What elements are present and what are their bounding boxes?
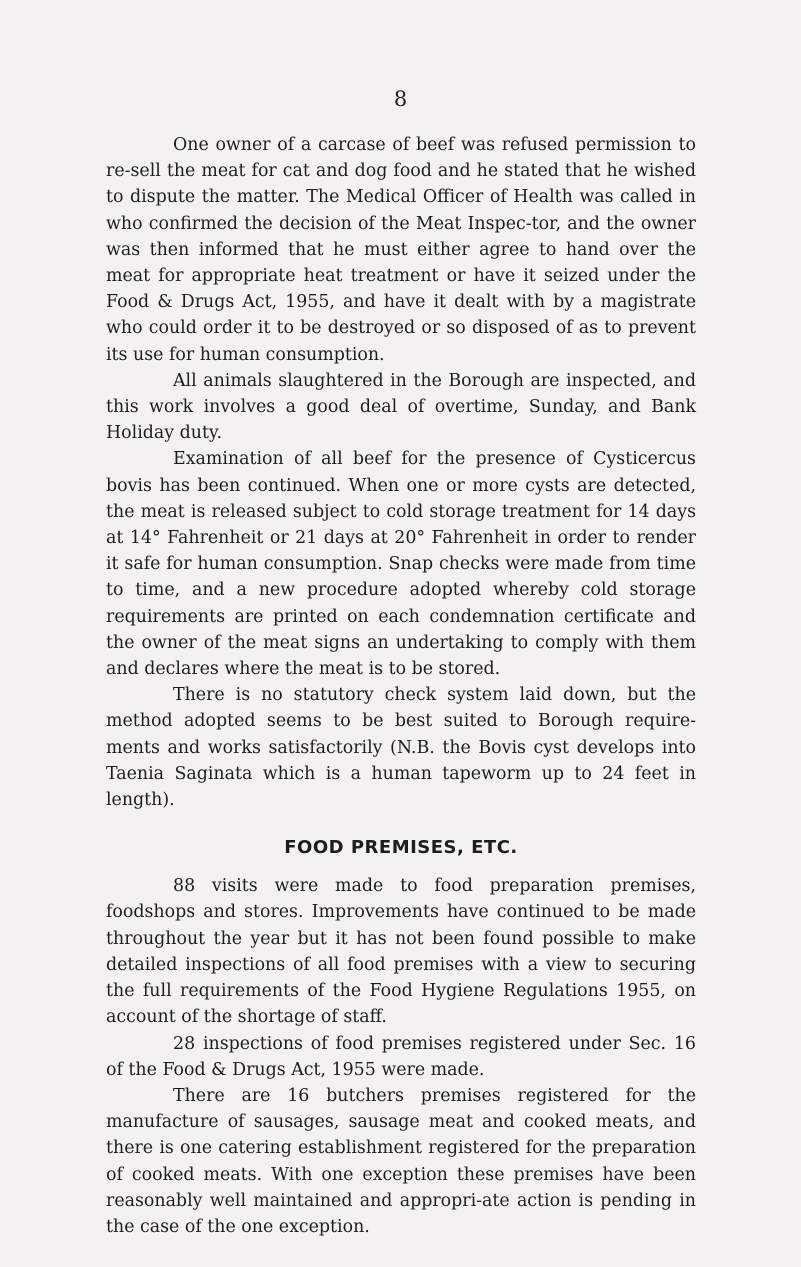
paragraph-food-premises-visits: 88 visits were made to food preparation premises, foodshops and stores. Improvements have continued to be made throughout the year but it has not been found possible to make detailed inspections of all food premises with a view to securing the full requirements of the Food Hygiene Regulations 1955, on account of the shortage of staff. [106, 876, 696, 1028]
paragraph-slaughter-inspection: All animals slaughtered in the Borough are inspected, and this work involves a good deal of overtime, Sunday, and Bank Holiday duty. [106, 370, 696, 444]
page-number: 8 [393, 87, 408, 111]
paragraph-cysticercus-examination: Examination of all beef for the presence of Cysticercus bovis has been continued. When one or more cysts are detected, the meat is released subject to cold storage treatment for 14 days at 14° Fahrenheit or 21 days at 20° Fahrenheit in order to render it safe for human consumption. Snap checks were made from time to time, and a new procedure adopted whereby cold storage requirements are printed on each condemnation certificate and the owner of the meat signs an undertaking to comply with them and declares where the meat is to be stored. [106, 449, 696, 680]
paragraph-check-system: There is no statutory check system laid down, but the method adopted seems to be best suited to Borough require-ments and works satisfactorily (N.B. the Bovis cyst develops into Taenia Saginata which is a human tapeworm up to 24 feet in length). [106, 685, 696, 811]
paragraph-butchers-premises: There are 16 butchers premises registered for the manufacture of sausages, sausage meat and cooked meats, and there is one catering establishment registered for the preparation of cooked meats. With one exception these premises have been reasonably well maintained and appropri-ate action is pending in the case of the one exception. [106, 1085, 696, 1237]
paragraph-carcase-dispute: One owner of a carcase of beef was refused permission to re-sell the meat for cat and dog food and he stated that he wished to dispute the matter. The Medical Officer of Health was called in who confirmed the decision of the Meat Inspec-tor, and the owner was then informed that he must either agree to hand over the meat for appropriate heat treatment or have it seized under the Food & Drugs Act, 1955, and have it dealt with by a magistrate who could order it to be destroyed or so disposed of as to prevent its use for human consumption. [106, 135, 696, 365]
paragraph-registered-inspections: 28 inspections of food premises registered under Sec. 16 of the Food & Drugs Act, 1955 were made. [106, 1033, 696, 1080]
document-body [106, 132, 696, 1240]
section-heading-food-premises: FOOD PREMISES, ETC. [284, 837, 518, 859]
